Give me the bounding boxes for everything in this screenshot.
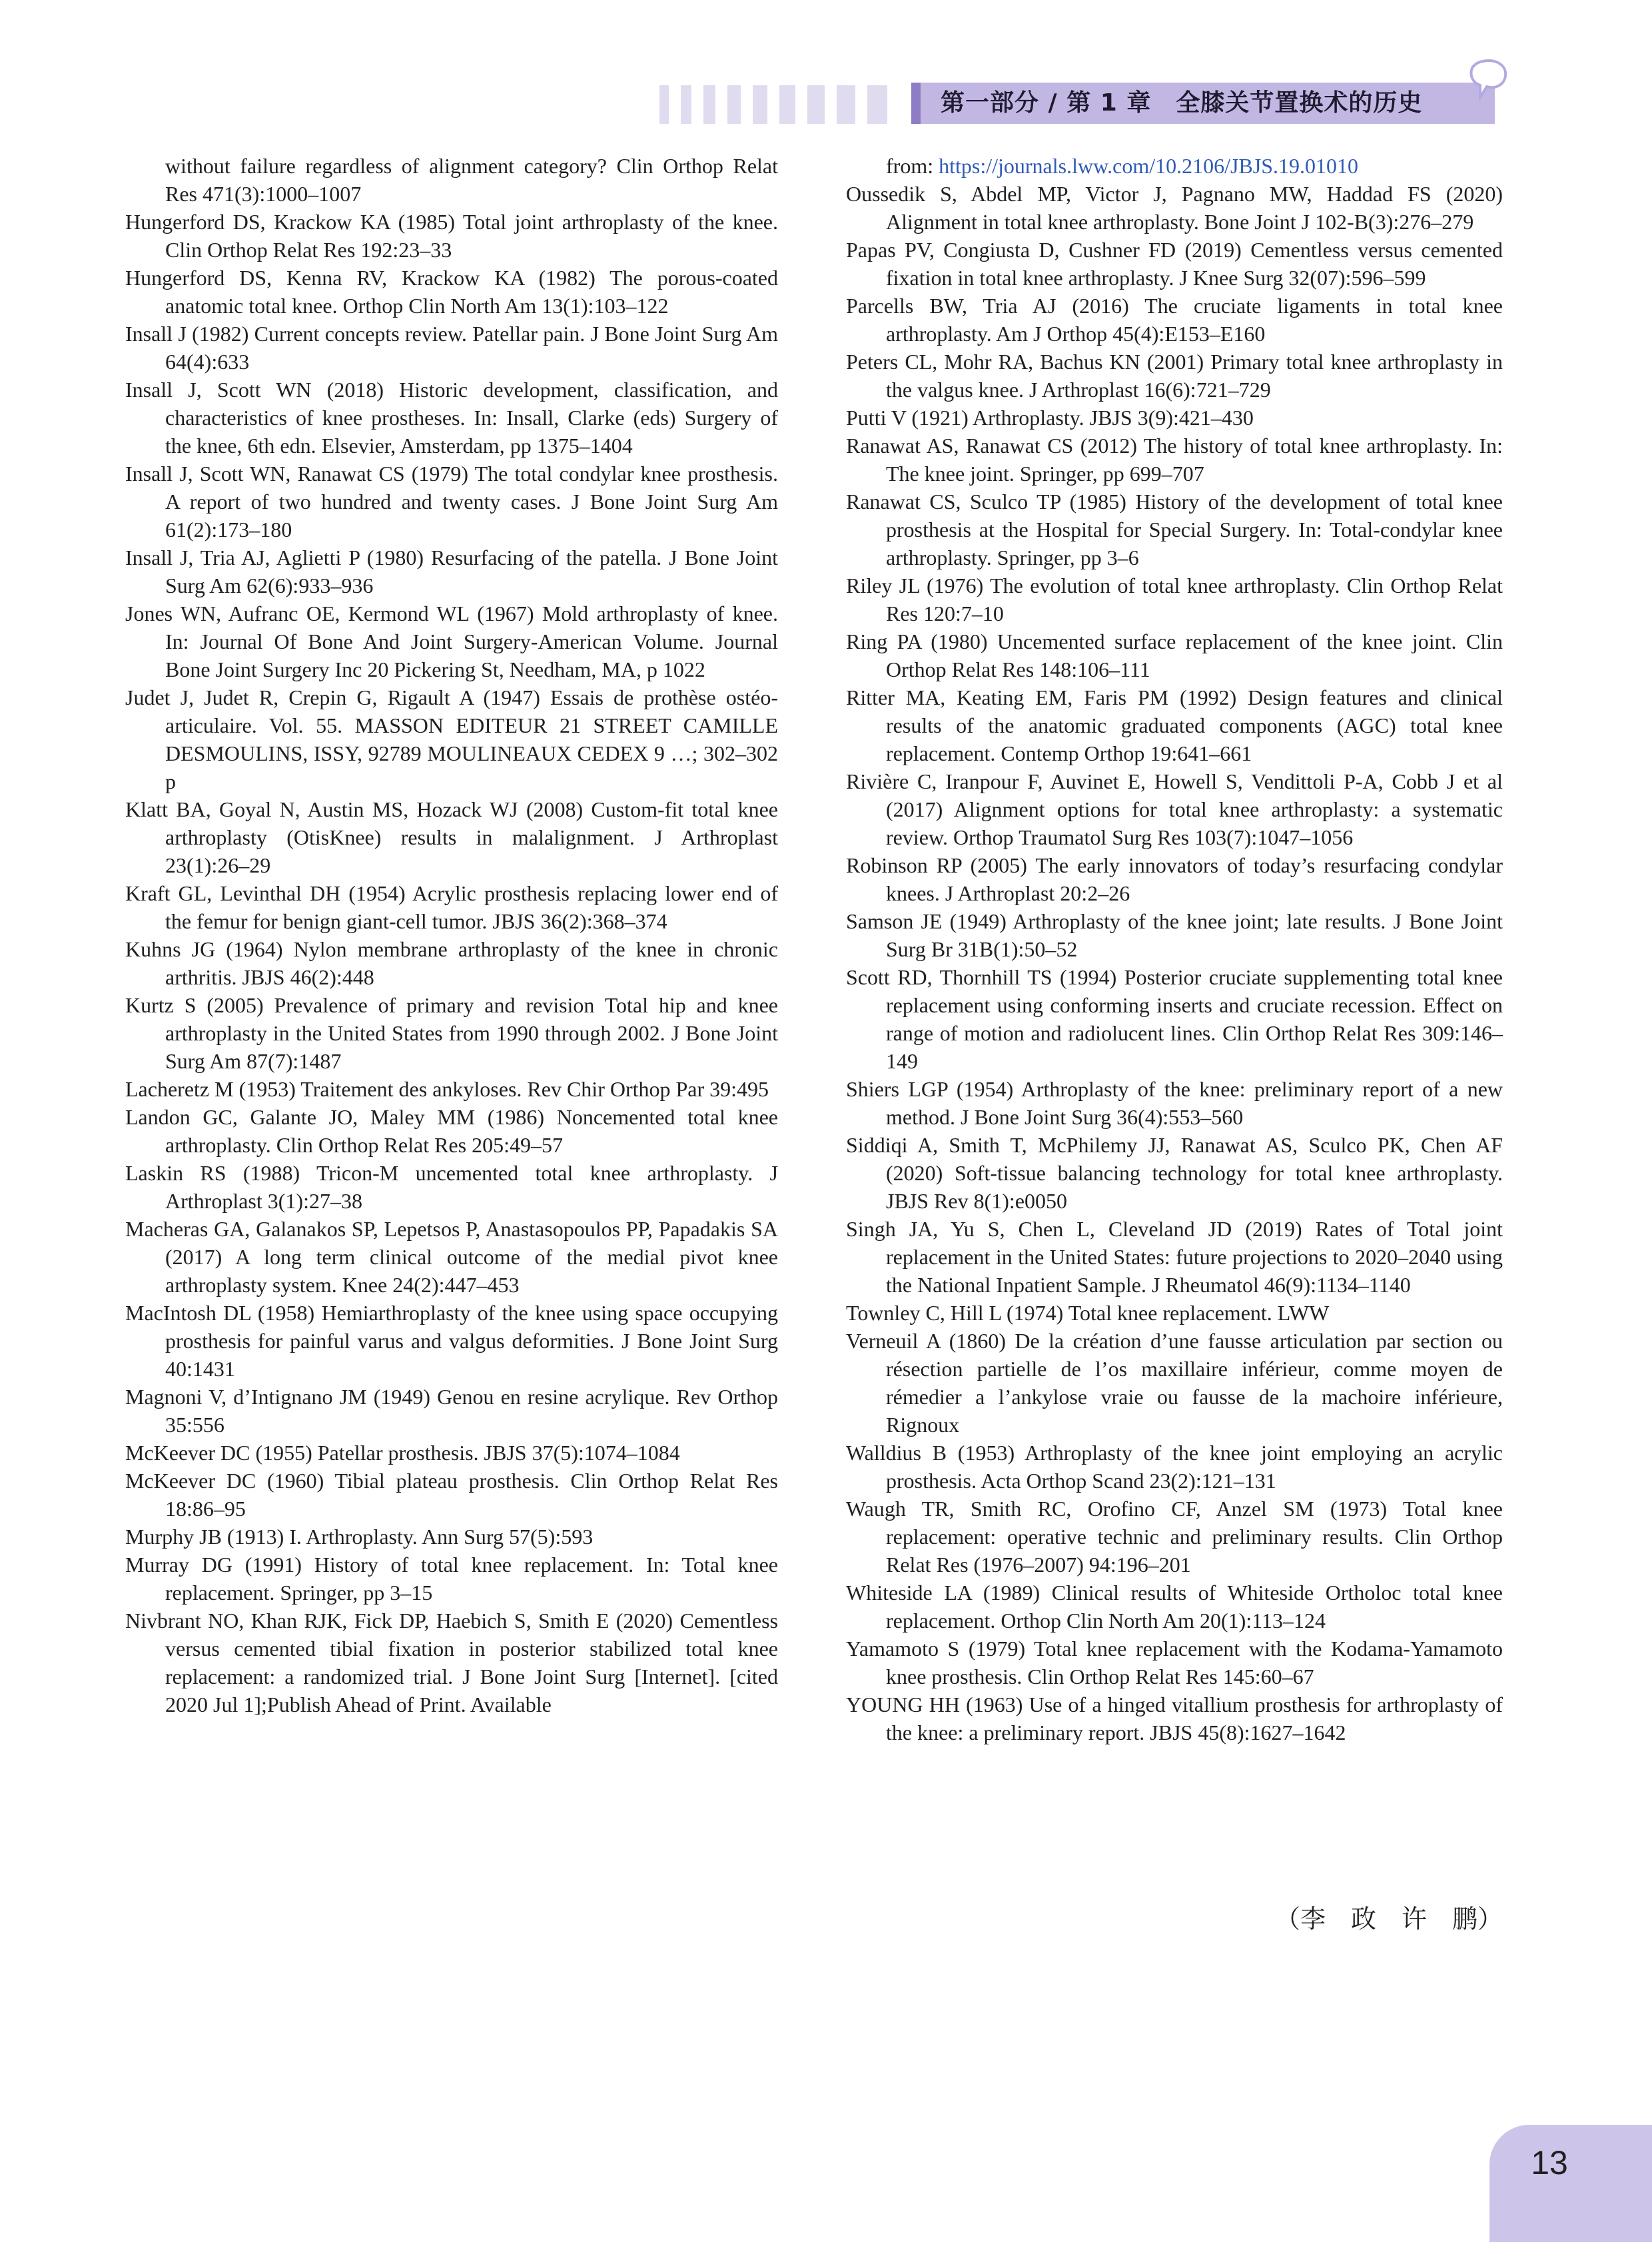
reference-entry: MacIntosh DL (1958) Hemiarthroplasty of the knee using space occupying prosthesis for painful varus and valgus deformities. J Bone Joint Surg 40:1431 — [125, 1301, 778, 1381]
reference-entry: Ritter MA, Keating EM, Faris PM (1992) Design features and clinical results of the anatomic graduated components (AGC) total knee replacement. Contemp Orthop 19:641–661 — [846, 685, 1503, 765]
reference-entry: Insall J (1982) Current concepts review. Patellar pain. J Bone Joint Surg Am 64(4):633 — [125, 322, 778, 374]
references-right-column — [846, 152, 1503, 1746]
reference-entry: Judet J, Judet R, Crepin G, Rigault A (1947) Essais de prothèse ostéo-articulaire. Vol. 55. MASSON EDITEUR 21 STREET CAMILLE DESMOULINS, ISSY, 92789 MOULINEAUX CEDEX 9 …; 302–302 p — [125, 685, 778, 793]
reference-entry: Murray DG (1991) History of total knee replacement. In: Total knee replacement. Springer, pp 3–15 — [125, 1553, 778, 1605]
reference-entry: Yamamoto S (1979) Total knee replacement with the Kodama-Yamamoto knee prosthesis. Clin Orthop Relat Res 145:60–67 — [846, 1637, 1503, 1688]
reference-entry: Waugh TR, Smith RC, Orofino CF, Anzel SM (1973) Total knee replacement: operative technic and preliminary results. Clin Orthop Relat Res (1976–2007) 94:196–201 — [846, 1497, 1503, 1577]
reference-entry: Ranawat AS, Ranawat CS (2012) The history of total knee arthroplasty. In: The knee joint. Springer, pp 699–707 — [846, 434, 1503, 486]
reference-continuation — [846, 152, 1503, 180]
reference-entry: Townley C, Hill L (1974) Total knee replacement. LWW — [846, 1301, 1330, 1325]
reference-entry: Jones WN, Aufranc OE, Kermond WL (1967) Mold arthroplasty of knee. In: Journal Of Bone And Joint Surgery-American Volume. Journal Bone Joint Surgery Inc 20 Pickering St, Needham, MA, p 1022 — [125, 601, 778, 681]
reference-entry: Riley JL (1976) The evolution of total knee arthroplasty. Clin Orthop Relat Res 120:7–10 — [846, 573, 1503, 625]
reference-entry: Shiers LGP (1954) Arthroplasty of the knee: preliminary report of a new method. J Bone Joint Surg 36(4):553–560 — [846, 1077, 1503, 1129]
reference-link[interactable]: https://journals.lww.com/10.2106/JBJS.19.01010 — [939, 154, 1359, 178]
chapter-authors: （李 政 许 鹏） — [1274, 1904, 1503, 1934]
reference-entry: Hungerford DS, Krackow KA (1985) Total joint arthroplasty of the knee. Clin Orthop Relat Res 192:23–33 — [125, 210, 778, 262]
reference-entry: Kuhns JG (1964) Nylon membrane arthroplasty of the knee in chronic arthritis. JBJS 46(2):448 — [125, 937, 778, 989]
page-number: 13 — [1531, 2144, 1568, 2181]
header-accent — [911, 83, 921, 124]
reference-entry: Putti V (1921) Arthroplasty. JBJS 3(9):421–430 — [846, 406, 1254, 430]
reference-entry: without failure regardless of alignment category? Clin Orthop Relat Res 471(3):1000–1007 — [165, 154, 778, 206]
reference-entry: Peters CL, Mohr RA, Bachus KN (2001) Primary total knee arthroplasty in the valgus knee. J Arthroplast 16(6):721–729 — [846, 350, 1503, 402]
reference-entry: Ring PA (1980) Uncemented surface replacement of the knee joint. Clin Orthop Relat Res 148:106–111 — [846, 629, 1503, 681]
references-left-column — [125, 152, 778, 1718]
reference-entry: Laskin RS (1988) Tricon-M uncemented total knee arthroplasty. J Arthroplast 3(1):27–38 — [125, 1161, 778, 1213]
reference-entry: Robinson RP (2005) The early innovators of today’s resurfacing condylar knees. J Arthroplast 20:2–26 — [846, 853, 1503, 905]
reference-entry: Whiteside LA (1989) Clinical results of Whiteside Ortholoc total knee replacement. Orthop Clin North Am 20(1):113–124 — [846, 1581, 1503, 1633]
reference-entry: Insall J, Scott WN (2018) Historic development, classification, and characteristics of knee prostheses. In: Insall, Clarke (eds) Surgery of the knee, 6th edn. Elsevier, Amsterdam, pp 1375–1404 — [125, 378, 778, 458]
reference-entry: Hungerford DS, Kenna RV, Krackow KA (1982) The porous-coated anatomic total knee. Orthop Clin North Am 13(1):103–122 — [125, 266, 778, 318]
reference-entry: Magnoni V, d’Intignano JM (1949) Genou en resine acrylique. Rev Orthop 35:556 — [125, 1385, 778, 1437]
reference-entry: Oussedik S, Abdel MP, Victor J, Pagnano MW, Haddad FS (2020) Alignment in total knee arthroplasty. Bone Joint J 102-B(3):276–279 — [846, 182, 1503, 234]
chapter-title: 第一部分 / 第 1 章 全膝关节置换术的历史 — [941, 89, 1423, 117]
reference-entry: YOUNG HH (1963) Use of a hinged vitallium prosthesis for arthroplasty of the knee: a preliminary report. JBJS 45(8):1627–1642 — [846, 1692, 1503, 1744]
reference-entry: Murphy JB (1913) I. Arthroplasty. Ann Surg 57(5):593 — [125, 1525, 594, 1549]
reference-entry: Landon GC, Galante JO, Maley MM (1986) Noncemented total knee arthroplasty. Clin Orthop Relat Res 205:49–57 — [125, 1105, 778, 1157]
reference-entry: Insall J, Tria AJ, Aglietti P (1980) Resurfacing of the patella. J Bone Joint Surg Am 62(6):933–936 — [125, 546, 778, 597]
reference-entry: Samson JE (1949) Arthroplasty of the knee joint; late results. J Bone Joint Surg Br 31B(1):50–52 — [846, 909, 1503, 961]
reference-entry: Klatt BA, Goyal N, Austin MS, Hozack WJ (2008) Custom-fit total knee arthroplasty (OtisKnee) results in malalignment. J Arthroplast 23(1):26–29 — [125, 797, 778, 877]
reference-entry: Insall J, Scott WN, Ranawat CS (1979) The total condylar knee prosthesis. A report of two hundred and twenty cases. J Bone Joint Surg Am 61(2):173–180 — [125, 462, 778, 542]
reference-entry: Macheras GA, Galanakos SP, Lepetsos P, Anastasopoulos PP, Papadakis SA (2017) A long term clinical outcome of the medial pivot knee arthroplasty system. Knee 24(2):447–453 — [125, 1217, 778, 1297]
reference-entry: Scott RD, Thornhill TS (1994) Posterior cruciate supplementing total knee replacement using conforming inserts and cruciate recession. Effect on range of motion and radiolucent lines. Clin Orthop Relat Res 309:146–149 — [846, 965, 1503, 1073]
reference-entry: Parcells BW, Tria AJ (2016) The cruciate ligaments in total knee arthroplasty. Am J Orthop 45(4):E153–E160 — [846, 294, 1503, 346]
reference-entry: Kurtz S (2005) Prevalence of primary and revision Total hip and knee arthroplasty in the United States from 1990 through 2002. J Bone Joint Surg Am 87(7):1487 — [125, 993, 778, 1073]
reference-entry: Siddiqi A, Smith T, McPhilemy JJ, Ranawat AS, Sculco PK, Chen AF (2020) Soft-tissue balancing technology for total knee arthroplasty. JBJS Rev 8(1):e0050 — [846, 1133, 1503, 1213]
reference-entry: Lacheretz M (1953) Traitement des ankyloses. Rev Chir Orthop Par 39:495 — [125, 1077, 769, 1101]
reference-entry: Verneuil A (1860) De la création d’une fausse articulation par section ou résection partielle de l’os maxillaire inférieur, comme moyen de rémedier a l’ankylose vraie ou fausse de la machoire inférieure, Rignoux — [846, 1329, 1503, 1437]
reference-entry: Rivière C, Iranpour F, Auvinet E, Howell S, Vendittoli P-A, Cobb J et al (2017) Alignment options for total knee arthroplasty: a systematic review. Orthop Traumatol Surg Res 103(7):1047–1056 — [846, 769, 1503, 849]
corner-bubble-icon — [1463, 56, 1512, 103]
reference-entry: Papas PV, Congiusta D, Cushner FD (2019) Cementless versus cemented fixation in total knee arthroplasty. J Knee Surg 32(07):596–599 — [846, 238, 1503, 290]
reference-entry: Ranawat CS, Sculco TP (1985) History of the development of total knee prosthesis at the Hospital for Special Surgery. In: Total-condylar knee arthroplasty. Springer, pp 3–6 — [846, 490, 1503, 569]
references-right-list — [846, 180, 1503, 1746]
reference-entry: McKeever DC (1955) Patellar prosthesis. JBJS 37(5):1074–1084 — [125, 1441, 680, 1465]
reference-entry: McKeever DC (1960) Tibial plateau prosthesis. Clin Orthop Relat Res 18:86–95 — [125, 1469, 778, 1521]
continuation-prefix: from: — [886, 154, 939, 178]
reference-entry: Kraft GL, Levinthal DH (1954) Acrylic prosthesis replacing lower end of the femur for benign giant-cell tumor. JBJS 36(2):368–374 — [125, 881, 778, 933]
reference-entry: Walldius B (1953) Arthroplasty of the knee joint employing an acrylic prosthesis. Acta Orthop Scand 23(2):121–131 — [846, 1441, 1503, 1493]
page-number-tab — [1489, 2125, 1652, 2242]
reference-entry: Nivbrant NO, Khan RJK, Fick DP, Haebich S, Smith E (2020) Cementless versus cemented tibial fixation in posterior stabilized total knee replacement: a randomized trial. J Bone Joint Surg [Internet]. [cited 2020 Jul 1];Publish Ahead of Print. Available — [125, 1609, 778, 1716]
reference-entry: Singh JA, Yu S, Chen L, Cleveland JD (2019) Rates of Total joint replacement in the United States: future projections to 2020–2040 using the National Inpatient Sample. J Rheumatol 46(9):1134–1140 — [846, 1217, 1503, 1297]
